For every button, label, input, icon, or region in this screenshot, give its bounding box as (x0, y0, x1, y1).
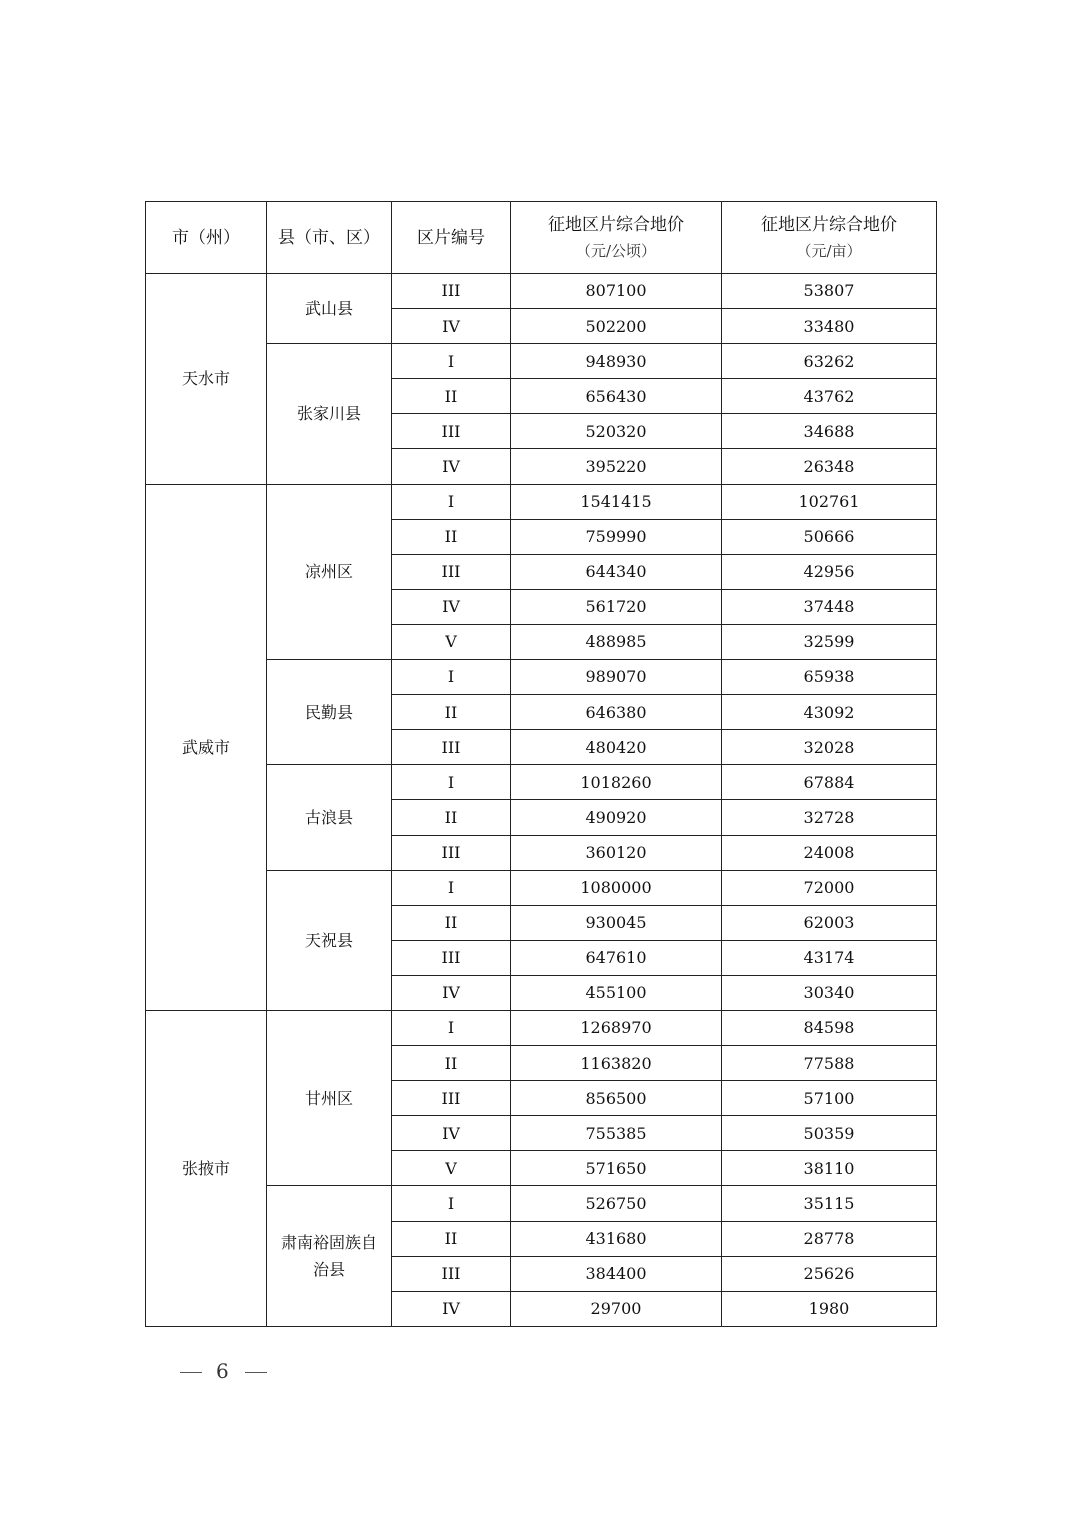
price-mu-cell: 43762 (722, 379, 937, 414)
price-mu-cell: 62003 (722, 905, 937, 940)
price-hectare-cell: 360120 (511, 835, 722, 870)
zone-cell: V (392, 624, 511, 659)
footer-dash-right (245, 1372, 267, 1373)
price-hectare-cell: 948930 (511, 344, 722, 379)
county-cell (267, 870, 392, 1010)
price-hectare-cell: 488985 (511, 624, 722, 659)
price-hectare-cell: 384400 (511, 1256, 722, 1291)
price-hectare-cell: 1163820 (511, 1046, 722, 1081)
header-price-hectare (511, 202, 722, 274)
county-name: 甘州区 (304, 1088, 353, 1108)
county-name: 古浪县 (304, 807, 353, 827)
price-hectare-cell: 526750 (511, 1186, 722, 1221)
zone-cell: III (392, 554, 511, 589)
price-hectare-cell: 480420 (511, 730, 722, 765)
zone-cell: IV (392, 1291, 511, 1326)
city-cell: 武威市 (146, 484, 267, 1010)
price-hectare-cell: 644340 (511, 554, 722, 589)
header-zone: 区片编号 (392, 202, 511, 274)
zone-cell: I (392, 1010, 511, 1045)
zone-cell: III (392, 835, 511, 870)
price-hectare-cell: 561720 (511, 589, 722, 624)
header-price-mu-unit: （元/亩） (796, 241, 862, 260)
header-price-mu (722, 202, 937, 274)
zone-cell: II (392, 905, 511, 940)
price-hectare-cell: 1080000 (511, 870, 722, 905)
zone-cell: I (392, 1186, 511, 1221)
price-hectare-cell: 755385 (511, 1116, 722, 1151)
county-name: 张家川县 (296, 404, 361, 424)
city-cell: 张掖市 (146, 1010, 267, 1326)
table-body (146, 274, 937, 1327)
price-hectare-cell: 759990 (511, 519, 722, 554)
header-city: 市（州） (146, 202, 267, 274)
price-mu-cell: 77588 (722, 1046, 937, 1081)
price-mu-cell: 30340 (722, 975, 937, 1010)
price-mu-cell: 38110 (722, 1151, 937, 1186)
price-hectare-cell: 395220 (511, 449, 722, 484)
zone-cell: I (392, 484, 511, 519)
zone-cell: IV (392, 589, 511, 624)
zone-cell: I (392, 660, 511, 695)
price-mu-cell: 43174 (722, 940, 937, 975)
county-cell (267, 765, 392, 870)
zone-cell: III (392, 730, 511, 765)
price-hectare-cell: 656430 (511, 379, 722, 414)
header-price-hectare-unit: （元/公顷） (575, 241, 657, 260)
price-hectare-cell: 856500 (511, 1081, 722, 1116)
table-header-row (146, 202, 937, 274)
county-cell (267, 484, 392, 659)
price-mu-cell: 57100 (722, 1081, 937, 1116)
zone-cell: IV (392, 309, 511, 344)
table-row (146, 274, 937, 309)
county-cell (267, 1186, 392, 1326)
price-mu-cell: 50666 (722, 519, 937, 554)
price-mu-cell: 24008 (722, 835, 937, 870)
zone-cell: II (392, 519, 511, 554)
price-hectare-cell: 29700 (511, 1291, 722, 1326)
price-mu-cell: 1980 (722, 1291, 937, 1326)
price-mu-cell: 35115 (722, 1186, 937, 1221)
price-hectare-cell: 1018260 (511, 765, 722, 800)
price-mu-cell: 25626 (722, 1256, 937, 1291)
county-name: 民勤县 (304, 702, 353, 722)
county-cell (267, 274, 392, 344)
zone-cell: I (392, 765, 511, 800)
price-hectare-cell: 989070 (511, 660, 722, 695)
price-hectare-cell: 431680 (511, 1221, 722, 1256)
county-cell (267, 344, 392, 484)
price-mu-cell: 50359 (722, 1116, 937, 1151)
price-mu-cell: 26348 (722, 449, 937, 484)
price-hectare-cell: 1541415 (511, 484, 722, 519)
price-mu-cell: 63262 (722, 344, 937, 379)
price-hectare-cell: 646380 (511, 695, 722, 730)
price-mu-cell: 42956 (722, 554, 937, 589)
county-name: 凉州区 (304, 562, 353, 582)
zone-cell: IV (392, 975, 511, 1010)
header-price-hectare-title: 征地区片综合地价 (548, 214, 684, 235)
price-mu-cell: 28778 (722, 1221, 937, 1256)
page-number: 6 (216, 1359, 231, 1383)
city-cell: 天水市 (146, 274, 267, 485)
price-mu-cell: 37448 (722, 589, 937, 624)
zone-cell: IV (392, 449, 511, 484)
county-name: 肃南裕固族自治县 (280, 1233, 377, 1280)
county-cell (267, 1010, 392, 1185)
zone-cell: III (392, 940, 511, 975)
county-name: 武山县 (304, 299, 353, 319)
price-mu-cell: 34688 (722, 414, 937, 449)
zone-cell: II (392, 1221, 511, 1256)
zone-cell: III (392, 1081, 511, 1116)
page-number-footer (166, 1359, 281, 1383)
zone-cell: II (392, 379, 511, 414)
price-hectare-cell: 1268970 (511, 1010, 722, 1045)
price-mu-cell: 84598 (722, 1010, 937, 1045)
land-price-table (145, 201, 937, 1327)
zone-cell: I (392, 344, 511, 379)
price-hectare-cell: 930045 (511, 905, 722, 940)
price-mu-cell: 32728 (722, 800, 937, 835)
price-hectare-cell: 807100 (511, 274, 722, 309)
price-mu-cell: 32028 (722, 730, 937, 765)
price-mu-cell: 53807 (722, 274, 937, 309)
zone-cell: III (392, 1256, 511, 1291)
zone-cell: II (392, 1046, 511, 1081)
zone-cell: II (392, 800, 511, 835)
zone-cell: V (392, 1151, 511, 1186)
zone-cell: III (392, 414, 511, 449)
price-hectare-cell: 490920 (511, 800, 722, 835)
table-row (146, 484, 937, 519)
price-hectare-cell: 502200 (511, 309, 722, 344)
price-mu-cell: 72000 (722, 870, 937, 905)
price-mu-cell: 33480 (722, 309, 937, 344)
price-hectare-cell: 520320 (511, 414, 722, 449)
price-mu-cell: 102761 (722, 484, 937, 519)
zone-cell: IV (392, 1116, 511, 1151)
table-row (146, 1010, 937, 1045)
price-mu-cell: 67884 (722, 765, 937, 800)
header-price-mu-title: 征地区片综合地价 (761, 214, 897, 235)
price-mu-cell: 32599 (722, 624, 937, 659)
price-hectare-cell: 647610 (511, 940, 722, 975)
county-cell (267, 660, 392, 765)
price-hectare-cell: 571650 (511, 1151, 722, 1186)
price-hectare-cell: 455100 (511, 975, 722, 1010)
price-mu-cell: 43092 (722, 695, 937, 730)
footer-dash-left (180, 1372, 202, 1373)
county-name: 天祝县 (304, 930, 353, 950)
price-mu-cell: 65938 (722, 660, 937, 695)
zone-cell: I (392, 870, 511, 905)
zone-cell: III (392, 274, 511, 309)
zone-cell: II (392, 695, 511, 730)
header-county: 县（市、区） (267, 202, 392, 274)
